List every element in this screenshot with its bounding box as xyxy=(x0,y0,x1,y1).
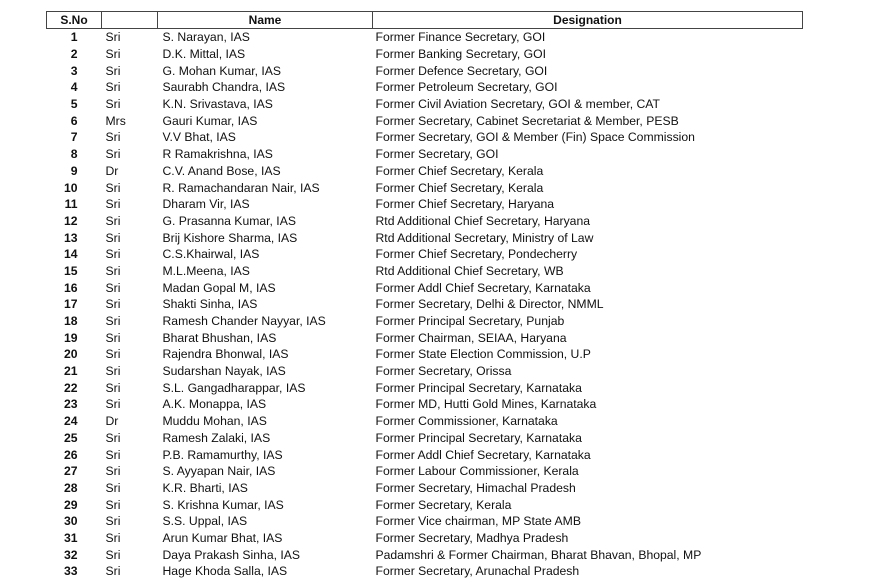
row-title: Sri xyxy=(105,247,121,262)
row-designation: Former Civil Aviation Secretary, GOI & member, CAT xyxy=(375,97,660,112)
row-title: Dr xyxy=(105,163,119,178)
row-title: Sri xyxy=(105,280,121,295)
row-name: Ramesh Zalaki, IAS xyxy=(162,430,271,445)
table-row xyxy=(47,79,803,96)
row-name: R Ramakrishna, IAS xyxy=(162,147,273,162)
row-sno: 30 xyxy=(63,514,78,529)
row-name: R. Ramachandaran Nair, IAS xyxy=(162,180,320,195)
row-name: Gauri Kumar, IAS xyxy=(162,113,258,128)
table-row xyxy=(47,146,803,163)
table-row xyxy=(47,313,803,330)
row-designation: Former Petroleum Secretary, GOI xyxy=(375,80,558,95)
row-name: C.V. Anand Bose, IAS xyxy=(162,163,281,178)
row-sno: 13 xyxy=(63,230,78,245)
row-name: Shakti Sinha, IAS xyxy=(162,297,258,312)
row-designation: Former Secretary, Cabinet Secretariat & Member, PESB xyxy=(375,113,679,128)
row-name: S. Krishna Kumar, IAS xyxy=(162,497,284,512)
table-row xyxy=(47,213,803,230)
header-name: Name xyxy=(158,12,373,29)
table-body xyxy=(47,29,803,580)
table-row xyxy=(47,396,803,413)
row-title: Sri xyxy=(105,97,121,112)
row-designation: Former Addl Chief Secretary, Karnataka xyxy=(375,280,591,295)
header-title xyxy=(102,12,158,29)
row-name: Arun Kumar Bhat, IAS xyxy=(162,530,283,545)
row-designation: Former Vice chairman, MP State AMB xyxy=(375,514,581,529)
row-sno: 29 xyxy=(63,497,78,512)
row-title: Sri xyxy=(105,514,121,529)
row-sno: 17 xyxy=(63,297,78,312)
row-sno: 27 xyxy=(63,464,78,479)
row-title: Sri xyxy=(105,130,121,145)
row-name: G. Mohan Kumar, IAS xyxy=(162,63,282,78)
row-title: Sri xyxy=(105,347,121,362)
header-designation: Designation xyxy=(373,12,803,29)
row-name: K.N. Srivastava, IAS xyxy=(162,97,273,112)
row-designation: Former Defence Secretary, GOI xyxy=(375,63,548,78)
row-sno: 19 xyxy=(63,330,78,345)
row-designation: Rtd Additional Chief Secretary, Haryana xyxy=(375,213,591,228)
row-sno: 31 xyxy=(63,530,78,545)
row-designation: Rtd Additional Chief Secretary, WB xyxy=(375,263,564,278)
table-row xyxy=(47,296,803,313)
row-name: Dharam Vir, IAS xyxy=(162,197,250,212)
row-sno: 14 xyxy=(63,247,78,262)
table-row xyxy=(47,196,803,213)
row-sno: 4 xyxy=(70,80,78,95)
row-designation: Former Principal Secretary, Karnataka xyxy=(375,380,582,395)
row-sno: 8 xyxy=(70,147,78,162)
table-row xyxy=(47,29,803,46)
row-name: K.R. Bharti, IAS xyxy=(162,480,248,495)
table-row xyxy=(47,129,803,146)
row-name: Saurabh Chandra, IAS xyxy=(162,80,286,95)
row-title: Mrs xyxy=(105,113,126,128)
row-title: Sri xyxy=(105,430,121,445)
row-designation: Former Chief Secretary, Kerala xyxy=(375,180,544,195)
row-title: Sri xyxy=(105,564,121,579)
row-sno: 20 xyxy=(63,347,78,362)
table-row xyxy=(47,363,803,380)
table-row xyxy=(47,546,803,563)
table-row xyxy=(47,46,803,63)
row-sno: 10 xyxy=(63,180,78,195)
row-title: Sri xyxy=(105,180,121,195)
row-name: Rajendra Bhonwal, IAS xyxy=(162,347,289,362)
row-title: Sri xyxy=(105,497,121,512)
row-sno: 12 xyxy=(63,213,78,228)
row-name: G. Prasanna Kumar, IAS xyxy=(162,213,296,228)
row-designation: Former State Election Commission, U.P xyxy=(375,347,591,362)
table-row xyxy=(47,530,803,547)
row-designation: Former Chief Secretary, Haryana xyxy=(375,197,555,212)
row-designation: Rtd Additional Secretary, Ministry of Law xyxy=(375,230,594,245)
table-row xyxy=(47,413,803,430)
row-designation: Former Commissioner, Karnataka xyxy=(375,414,558,429)
row-designation: Former Finance Secretary, GOI xyxy=(375,30,546,45)
row-name: A.K. Monappa, IAS xyxy=(162,397,267,412)
row-name: C.S.Khairwal, IAS xyxy=(162,247,260,262)
table-header xyxy=(47,12,803,29)
row-sno: 2 xyxy=(70,47,78,62)
row-sno: 5 xyxy=(70,97,78,112)
header-sno: S.No xyxy=(47,12,102,29)
table-row xyxy=(47,179,803,196)
row-name: S.L. Gangadharappar, IAS xyxy=(162,380,306,395)
row-name: Ramesh Chander Nayyar, IAS xyxy=(162,314,326,329)
row-name: Madan Gopal M, IAS xyxy=(162,280,276,295)
row-title: Sri xyxy=(105,364,121,379)
row-title: Sri xyxy=(105,397,121,412)
row-sno: 25 xyxy=(63,430,78,445)
table-row xyxy=(47,163,803,180)
row-title: Sri xyxy=(105,314,121,329)
row-title: Sri xyxy=(105,464,121,479)
row-sno: 11 xyxy=(64,197,78,212)
row-name: Daya Prakash Sinha, IAS xyxy=(162,547,301,562)
row-title: Sri xyxy=(105,80,121,95)
row-name: Muddu Mohan, IAS xyxy=(162,414,267,429)
row-sno: 33 xyxy=(63,564,78,579)
row-designation: Former Addl Chief Secretary, Karnataka xyxy=(375,447,591,462)
row-name: V.V Bhat, IAS xyxy=(162,130,236,145)
row-sno: 23 xyxy=(63,397,78,412)
row-title: Sri xyxy=(105,480,121,495)
row-sno: 9 xyxy=(70,163,78,178)
row-title: Sri xyxy=(105,197,121,212)
row-designation: Former Secretary, Himachal Pradesh xyxy=(375,480,576,495)
row-designation: Former Banking Secretary, GOI xyxy=(375,47,546,62)
header-row xyxy=(47,12,803,29)
row-title: Sri xyxy=(105,447,121,462)
table-row xyxy=(47,379,803,396)
table-row xyxy=(47,96,803,113)
table-row xyxy=(47,246,803,263)
row-title: Sri xyxy=(105,63,121,78)
table-row xyxy=(47,480,803,497)
table-row xyxy=(47,563,803,580)
row-title: Sri xyxy=(105,147,121,162)
row-sno: 18 xyxy=(63,314,78,329)
table-row xyxy=(47,62,803,79)
row-designation: Former Secretary, Orissa xyxy=(375,364,512,379)
signatories-table-container xyxy=(46,11,802,580)
row-name: Sudarshan Nayak, IAS xyxy=(162,364,286,379)
row-title: Sri xyxy=(105,547,121,562)
row-name: Bharat Bhushan, IAS xyxy=(162,330,277,345)
row-designation: Former Principal Secretary, Punjab xyxy=(375,314,565,329)
table-row xyxy=(47,430,803,447)
row-title: Sri xyxy=(105,30,121,45)
row-title: Sri xyxy=(105,213,121,228)
row-title: Sri xyxy=(105,530,121,545)
row-designation: Former Secretary, Delhi & Director, NMML xyxy=(375,297,604,312)
row-name: Brij Kishore Sharma, IAS xyxy=(162,230,298,245)
row-sno: 15 xyxy=(63,263,78,278)
row-designation: Former Principal Secretary, Karnataka xyxy=(375,430,582,445)
row-sno: 16 xyxy=(63,280,78,295)
row-designation: Former Secretary, GOI & Member (Fin) Space Commission xyxy=(375,130,695,145)
row-designation: Former Chairman, SEIAA, Haryana xyxy=(375,330,567,345)
row-title: Dr xyxy=(105,414,119,429)
table-row xyxy=(47,346,803,363)
row-title: Sri xyxy=(105,297,121,312)
row-sno: 22 xyxy=(63,380,78,395)
table-row xyxy=(47,463,803,480)
row-designation: Former Labour Commissioner, Kerala xyxy=(375,464,579,479)
table-row xyxy=(47,279,803,296)
row-sno: 7 xyxy=(70,130,78,145)
row-name: D.K. Mittal, IAS xyxy=(162,47,246,62)
row-title: Sri xyxy=(105,47,121,62)
row-title: Sri xyxy=(105,380,121,395)
table-row xyxy=(47,496,803,513)
row-name: P.B. Ramamurthy, IAS xyxy=(162,447,283,462)
row-designation: Former Chief Secretary, Kerala xyxy=(375,163,544,178)
row-title: Sri xyxy=(105,330,121,345)
row-designation: Former Secretary, GOI xyxy=(375,147,499,162)
row-title: Sri xyxy=(105,263,121,278)
table-row xyxy=(47,229,803,246)
table-row xyxy=(47,112,803,129)
row-name: S.S. Uppal, IAS xyxy=(162,514,248,529)
table-row xyxy=(47,446,803,463)
row-designation: Padamshri & Former Chairman, Bharat Bhavan, Bhopal, MP xyxy=(375,547,702,562)
table-row xyxy=(47,513,803,530)
row-designation: Former MD, Hutti Gold Mines, Karnataka xyxy=(375,397,597,412)
table-row xyxy=(47,329,803,346)
row-sno: 26 xyxy=(63,447,78,462)
row-title: Sri xyxy=(105,230,121,245)
row-designation: Former Secretary, Kerala xyxy=(375,497,512,512)
row-designation: Former Secretary, Arunachal Pradesh xyxy=(375,564,580,579)
row-sno: 3 xyxy=(70,63,78,78)
table-row xyxy=(47,263,803,280)
row-sno: 32 xyxy=(63,547,78,562)
row-name: M.L.Meena, IAS xyxy=(162,263,250,278)
row-sno: 24 xyxy=(63,414,78,429)
row-sno: 6 xyxy=(70,113,78,128)
row-designation: Former Chief Secretary, Pondecherry xyxy=(375,247,578,262)
row-sno: 1 xyxy=(70,30,78,45)
row-designation: Former Secretary, Madhya Pradesh xyxy=(375,530,569,545)
row-sno: 28 xyxy=(63,480,78,495)
signatories-table xyxy=(46,11,803,580)
row-sno: 21 xyxy=(63,364,78,379)
row-name: S. Narayan, IAS xyxy=(162,30,250,45)
row-name: S. Ayyapan Nair, IAS xyxy=(162,464,276,479)
row-name: Hage Khoda Salla, IAS xyxy=(162,564,288,579)
